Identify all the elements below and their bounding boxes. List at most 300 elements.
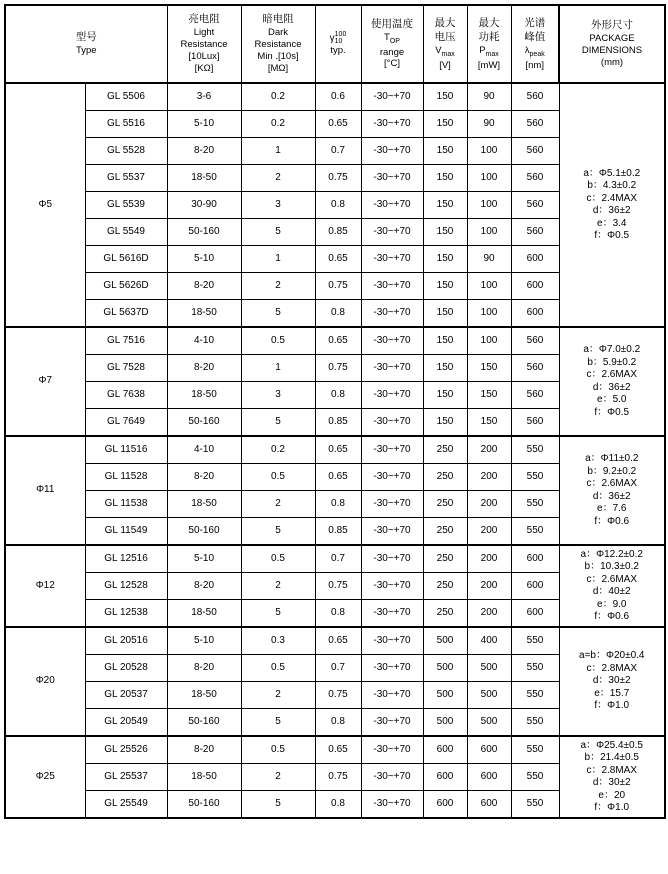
dimension-line: e：9.0 xyxy=(597,598,627,610)
header-type-cn: 型号 xyxy=(75,31,97,43)
cell-light-resistance: 4-10 xyxy=(167,436,241,464)
cell-pmax: 100 xyxy=(467,219,511,246)
cell-gamma: 0.75 xyxy=(315,573,361,600)
cell-type: GL 20528 xyxy=(85,655,167,682)
header-pmax-symbol xyxy=(468,45,511,60)
cell-gamma: 0.8 xyxy=(315,192,361,219)
cell-light-resistance: 5-10 xyxy=(167,627,241,655)
cell-peak-wavelength: 550 xyxy=(511,764,559,791)
cell-gamma: 0.75 xyxy=(315,355,361,382)
cell-peak-wavelength: 560 xyxy=(511,165,559,192)
cell-dark-resistance: 2 xyxy=(241,764,315,791)
cell-vmax: 150 xyxy=(423,111,467,138)
cell-light-resistance: 3-6 xyxy=(167,83,241,111)
table-row xyxy=(5,736,665,764)
cell-peak-wavelength: 560 xyxy=(511,382,559,409)
header-light-resistance xyxy=(167,5,241,83)
dimension-line: d：36±2 xyxy=(592,205,631,216)
cell-temperature: -30~+70 xyxy=(361,192,423,219)
cell-gamma: 0.85 xyxy=(315,409,361,437)
dimension-line: f：Φ1.0 xyxy=(594,802,630,813)
header-light-unit2: [KΩ] xyxy=(194,62,214,74)
cell-type: GL 12528 xyxy=(85,573,167,600)
cell-dark-resistance: 0.5 xyxy=(241,464,315,491)
table-row xyxy=(5,627,665,655)
cell-temperature: -30~+70 xyxy=(361,518,423,546)
header-light-en2: Resistance xyxy=(180,39,228,51)
dimension-line: b：5.9±0.2 xyxy=(587,356,637,368)
cell-vmax: 250 xyxy=(423,545,467,573)
dimension-line: b：21.4±0.5 xyxy=(584,752,639,763)
cell-peak-wavelength: 560 xyxy=(511,138,559,165)
cell-peak-wavelength: 550 xyxy=(511,436,559,464)
group-label: Φ20 xyxy=(5,627,85,736)
dimension-line: c：2.6MAX xyxy=(586,478,638,489)
cell-light-resistance: 18-50 xyxy=(167,165,241,192)
cell-temperature: -30~+70 xyxy=(361,545,423,573)
cell-vmax: 150 xyxy=(423,165,467,192)
cell-dark-resistance: 5 xyxy=(241,791,315,819)
cell-gamma: 0.7 xyxy=(315,545,361,573)
header-gamma-symbol: γ xyxy=(329,32,335,44)
cell-temperature: -30~+70 xyxy=(361,491,423,518)
cell-peak-wavelength: 550 xyxy=(511,682,559,709)
dimension-line: d：30±2 xyxy=(592,777,631,788)
cell-temperature: -30~+70 xyxy=(361,300,423,328)
package-dimensions xyxy=(559,627,665,736)
cell-light-resistance: 8-20 xyxy=(167,138,241,165)
table-row xyxy=(5,436,665,464)
cell-pmax: 90 xyxy=(467,83,511,111)
cell-peak-wavelength: 560 xyxy=(511,327,559,355)
cell-pmax: 200 xyxy=(467,436,511,464)
cell-peak-wavelength: 550 xyxy=(511,627,559,655)
dimension-line: d：36±2 xyxy=(592,381,631,393)
cell-pmax: 500 xyxy=(467,655,511,682)
cell-light-resistance: 8-20 xyxy=(167,273,241,300)
dimension-line: a：Φ5.1±0.2 xyxy=(583,167,641,179)
cell-dark-resistance: 5 xyxy=(241,300,315,328)
cell-temperature: -30~+70 xyxy=(361,464,423,491)
cell-vmax: 150 xyxy=(423,192,467,219)
cell-dark-resistance: 2 xyxy=(241,273,315,300)
cell-light-resistance: 50-160 xyxy=(167,518,241,546)
header-vmax-cn2: 电压 xyxy=(434,30,456,43)
dimension-line: a：Φ12.2±0.2 xyxy=(580,548,643,560)
cell-type: GL 5539 xyxy=(85,192,167,219)
header-peak-sub: peak xyxy=(529,50,545,58)
cell-vmax: 600 xyxy=(423,791,467,819)
header-peak-unit: [nm] xyxy=(525,59,544,71)
dimension-line: c：2.6MAX xyxy=(586,573,638,585)
header-gamma-sub: 10 xyxy=(334,38,343,46)
cell-pmax: 150 xyxy=(467,382,511,409)
cell-vmax: 250 xyxy=(423,518,467,546)
cell-vmax: 250 xyxy=(423,464,467,491)
cell-vmax: 500 xyxy=(423,682,467,709)
cell-peak-wavelength: 560 xyxy=(511,83,559,111)
package-dimensions xyxy=(559,436,665,545)
cell-gamma: 0.85 xyxy=(315,219,361,246)
cell-dark-resistance: 0.5 xyxy=(241,327,315,355)
cell-peak-wavelength: 550 xyxy=(511,518,559,546)
dimension-line: a=b：Φ20±0.4 xyxy=(579,650,645,662)
cell-light-resistance: 50-160 xyxy=(167,709,241,737)
cell-type: GL 7638 xyxy=(85,382,167,409)
cell-pmax: 200 xyxy=(467,573,511,600)
package-dimensions xyxy=(559,736,665,818)
cell-peak-wavelength: 560 xyxy=(511,111,559,138)
header-dark-en3: Min .[10s] xyxy=(257,51,299,63)
cell-dark-resistance: 5 xyxy=(241,709,315,737)
cell-pmax: 200 xyxy=(467,491,511,518)
cell-temperature: -30~+70 xyxy=(361,327,423,355)
cell-pmax: 100 xyxy=(467,300,511,328)
package-dimensions xyxy=(559,327,665,436)
cell-dark-resistance: 2 xyxy=(241,491,315,518)
dimension-line: b：10.3±0.2 xyxy=(584,561,639,572)
cell-type: GL 20516 xyxy=(85,627,167,655)
cell-gamma: 0.65 xyxy=(315,736,361,764)
cell-light-resistance: 18-50 xyxy=(167,491,241,518)
cell-vmax: 250 xyxy=(423,491,467,518)
dimension-line: f：Φ0.6 xyxy=(594,611,630,622)
cell-vmax: 500 xyxy=(423,709,467,737)
header-vmax-sym: V xyxy=(435,44,442,56)
cell-gamma: 0.8 xyxy=(315,300,361,328)
group-label: Φ7 xyxy=(5,327,85,436)
dimension-line: e：3.4 xyxy=(597,217,627,229)
cell-temperature: -30~+70 xyxy=(361,573,423,600)
cell-type: GL 5516 xyxy=(85,111,167,138)
cell-vmax: 250 xyxy=(423,600,467,628)
cell-type: GL 5637D xyxy=(85,300,167,328)
cell-pmax: 600 xyxy=(467,736,511,764)
cell-light-resistance: 5-10 xyxy=(167,545,241,573)
cell-light-resistance: 8-20 xyxy=(167,355,241,382)
cell-gamma: 0.8 xyxy=(315,600,361,628)
dimension-line: a：Φ7.0±0.2 xyxy=(583,344,641,355)
dimension-line: f：Φ0.6 xyxy=(594,515,630,527)
cell-pmax: 150 xyxy=(467,355,511,382)
cell-type: GL 5616D xyxy=(85,246,167,273)
cell-type: GL 11538 xyxy=(85,491,167,518)
cell-dark-resistance: 2 xyxy=(241,573,315,600)
header-temperature xyxy=(361,5,423,83)
cell-pmax: 500 xyxy=(467,709,511,737)
cell-temperature: -30~+70 xyxy=(361,736,423,764)
cell-gamma: 0.85 xyxy=(315,518,361,546)
cell-vmax: 150 xyxy=(423,273,467,300)
cell-type: GL 11516 xyxy=(85,436,167,464)
package-dimensions xyxy=(559,545,665,627)
cell-type: GL 11528 xyxy=(85,464,167,491)
cell-type: GL 7528 xyxy=(85,355,167,382)
cell-peak-wavelength: 560 xyxy=(511,219,559,246)
cell-vmax: 150 xyxy=(423,83,467,111)
cell-temperature: -30~+70 xyxy=(361,273,423,300)
cell-light-resistance: 4-10 xyxy=(167,327,241,355)
header-pmax-sym: P xyxy=(479,44,486,56)
cell-pmax: 100 xyxy=(467,327,511,355)
header-temp-unit: [°C] xyxy=(384,58,400,70)
header-gamma xyxy=(315,5,361,83)
header-type-en: Type xyxy=(75,45,97,57)
cell-type: GL 20549 xyxy=(85,709,167,737)
cell-light-resistance: 18-50 xyxy=(167,382,241,409)
header-dark-cn: 暗电阻 xyxy=(262,13,294,26)
cell-dark-resistance: 2 xyxy=(241,165,315,192)
cell-dark-resistance: 3 xyxy=(241,192,315,219)
cell-light-resistance: 8-20 xyxy=(167,573,241,600)
cell-type: GL 5506 xyxy=(85,83,167,111)
cell-temperature: -30~+70 xyxy=(361,355,423,382)
header-pmax-unit: [mW] xyxy=(477,59,501,71)
cell-pmax: 100 xyxy=(467,165,511,192)
cell-gamma: 0.8 xyxy=(315,791,361,819)
header-dims-en2: DIMENSIONS xyxy=(581,45,643,57)
cell-pmax: 200 xyxy=(467,600,511,628)
cell-gamma: 0.7 xyxy=(315,138,361,165)
cell-type: GL 20537 xyxy=(85,682,167,709)
dimension-line: e：15.7 xyxy=(594,687,630,699)
header-type xyxy=(5,5,167,83)
header-peak-wavelength xyxy=(511,5,559,83)
cell-peak-wavelength: 600 xyxy=(511,246,559,273)
cell-peak-wavelength: 560 xyxy=(511,355,559,382)
dimension-line: a：Φ25.4±0.5 xyxy=(580,739,643,751)
cell-light-resistance: 18-50 xyxy=(167,600,241,628)
cell-pmax: 200 xyxy=(467,518,511,546)
cell-vmax: 150 xyxy=(423,327,467,355)
cell-type: GL 25526 xyxy=(85,736,167,764)
cell-dark-resistance: 5 xyxy=(241,219,315,246)
cell-temperature: -30~+70 xyxy=(361,764,423,791)
cell-type: GL 5549 xyxy=(85,219,167,246)
cell-light-resistance: 50-160 xyxy=(167,791,241,819)
cell-type: GL 11549 xyxy=(85,518,167,546)
cell-dark-resistance: 1 xyxy=(241,355,315,382)
cell-light-resistance: 8-20 xyxy=(167,736,241,764)
cell-temperature: -30~+70 xyxy=(361,83,423,111)
cell-gamma: 0.7 xyxy=(315,655,361,682)
header-dims-unit: (mm) xyxy=(600,57,624,68)
header-temp-en: range xyxy=(379,46,405,58)
header-light-cn: 亮电阻 xyxy=(188,13,220,26)
header-vmax-symbol xyxy=(424,45,467,60)
cell-pmax: 400 xyxy=(467,627,511,655)
cell-dark-resistance: 0.5 xyxy=(241,545,315,573)
photoresistor-spec-table xyxy=(4,4,666,819)
cell-gamma: 0.75 xyxy=(315,764,361,791)
dimension-line: e：20 xyxy=(598,789,626,801)
cell-temperature: -30~+70 xyxy=(361,600,423,628)
cell-peak-wavelength: 550 xyxy=(511,491,559,518)
cell-type: GL 12516 xyxy=(85,545,167,573)
cell-peak-wavelength: 550 xyxy=(511,655,559,682)
cell-vmax: 150 xyxy=(423,409,467,437)
header-dark-resistance xyxy=(241,5,315,83)
cell-light-resistance: 5-10 xyxy=(167,111,241,138)
dimension-line: c：2.8MAX xyxy=(586,662,638,674)
cell-dark-resistance: 1 xyxy=(241,246,315,273)
cell-temperature: -30~+70 xyxy=(361,436,423,464)
cell-gamma: 0.65 xyxy=(315,627,361,655)
cell-dark-resistance: 5 xyxy=(241,518,315,546)
cell-peak-wavelength: 600 xyxy=(511,273,559,300)
cell-light-resistance: 5-10 xyxy=(167,246,241,273)
cell-temperature: -30~+70 xyxy=(361,165,423,192)
cell-peak-wavelength: 560 xyxy=(511,409,559,437)
cell-pmax: 200 xyxy=(467,464,511,491)
cell-vmax: 150 xyxy=(423,300,467,328)
header-gamma-note: typ. xyxy=(330,45,346,57)
cell-temperature: -30~+70 xyxy=(361,138,423,165)
cell-peak-wavelength: 600 xyxy=(511,600,559,628)
header-row xyxy=(5,5,665,83)
cell-pmax: 150 xyxy=(467,409,511,437)
dimension-line: d：30±2 xyxy=(592,675,631,687)
dimension-line: c：2.8MAX xyxy=(586,764,638,776)
cell-vmax: 150 xyxy=(423,138,467,165)
cell-vmax: 250 xyxy=(423,436,467,464)
dimension-line: e：5.0 xyxy=(597,394,627,405)
header-light-en1: Light xyxy=(193,27,215,39)
header-dimensions xyxy=(559,5,665,83)
table-header xyxy=(5,5,665,83)
cell-dark-resistance: 1 xyxy=(241,138,315,165)
cell-type: GL 5528 xyxy=(85,138,167,165)
cell-type: GL 25537 xyxy=(85,764,167,791)
cell-pmax: 90 xyxy=(467,111,511,138)
header-dims-en1: PACKAGE xyxy=(589,33,635,45)
cell-dark-resistance: 0.3 xyxy=(241,627,315,655)
dimension-line: d：40±2 xyxy=(592,586,631,597)
cell-temperature: -30~+70 xyxy=(361,709,423,737)
cell-dark-resistance: 5 xyxy=(241,409,315,437)
cell-dark-resistance: 5 xyxy=(241,600,315,628)
cell-type: GL 5537 xyxy=(85,165,167,192)
header-pmax-cn2: 功耗 xyxy=(478,30,500,43)
cell-gamma: 0.6 xyxy=(315,83,361,111)
cell-dark-resistance: 0.2 xyxy=(241,111,315,138)
cell-temperature: -30~+70 xyxy=(361,409,423,437)
cell-peak-wavelength: 550 xyxy=(511,709,559,737)
cell-pmax: 600 xyxy=(467,764,511,791)
dimension-line: c：2.6MAX xyxy=(586,369,638,380)
group-label: Φ12 xyxy=(5,545,85,627)
cell-gamma: 0.75 xyxy=(315,273,361,300)
cell-vmax: 150 xyxy=(423,219,467,246)
cell-gamma: 0.8 xyxy=(315,382,361,409)
header-vmax xyxy=(423,5,467,83)
cell-light-resistance: 30-90 xyxy=(167,192,241,219)
cell-vmax: 150 xyxy=(423,382,467,409)
cell-light-resistance: 8-20 xyxy=(167,464,241,491)
dimension-line: c：2.4MAX xyxy=(586,192,638,204)
cell-vmax: 150 xyxy=(423,355,467,382)
cell-gamma: 0.8 xyxy=(315,709,361,737)
group-label: Φ25 xyxy=(5,736,85,818)
group-label: Φ5 xyxy=(5,83,85,327)
cell-gamma: 0.75 xyxy=(315,165,361,192)
cell-peak-wavelength: 550 xyxy=(511,736,559,764)
cell-peak-wavelength: 550 xyxy=(511,464,559,491)
header-dims-cn: 外形尺寸 xyxy=(591,19,633,32)
cell-type: GL 7649 xyxy=(85,409,167,437)
cell-light-resistance: 50-160 xyxy=(167,219,241,246)
cell-gamma: 0.65 xyxy=(315,246,361,273)
table-body xyxy=(5,83,665,818)
dimension-line: e：7.6 xyxy=(597,503,627,514)
cell-vmax: 600 xyxy=(423,764,467,791)
cell-temperature: -30~+70 xyxy=(361,791,423,819)
cell-gamma: 0.65 xyxy=(315,436,361,464)
header-gamma-symbol-group xyxy=(330,31,347,46)
group-label: Φ11 xyxy=(5,436,85,545)
header-temp-symbol xyxy=(362,32,423,47)
cell-peak-wavelength: 600 xyxy=(511,300,559,328)
table-row xyxy=(5,327,665,355)
cell-dark-resistance: 2 xyxy=(241,682,315,709)
cell-gamma: 0.65 xyxy=(315,111,361,138)
cell-vmax: 600 xyxy=(423,736,467,764)
header-peak-sym: λ xyxy=(524,44,530,56)
cell-vmax: 250 xyxy=(423,573,467,600)
dimension-line: b：4.3±0.2 xyxy=(587,180,637,191)
header-temp-cn: 使用温度 xyxy=(371,17,413,30)
cell-peak-wavelength: 600 xyxy=(511,573,559,600)
cell-temperature: -30~+70 xyxy=(361,382,423,409)
cell-pmax: 100 xyxy=(467,192,511,219)
cell-dark-resistance: 0.5 xyxy=(241,736,315,764)
cell-pmax: 100 xyxy=(467,138,511,165)
header-temp-sub: OP xyxy=(389,37,400,45)
cell-gamma: 0.75 xyxy=(315,682,361,709)
cell-light-resistance: 18-50 xyxy=(167,300,241,328)
header-light-unit1: [10Lux] xyxy=(188,51,220,63)
cell-type: GL 5626D xyxy=(85,273,167,300)
cell-dark-resistance: 3 xyxy=(241,382,315,409)
cell-peak-wavelength: 560 xyxy=(511,192,559,219)
cell-temperature: -30~+70 xyxy=(361,682,423,709)
dimension-line: b：9.2±0.2 xyxy=(587,465,637,477)
cell-temperature: -30~+70 xyxy=(361,219,423,246)
header-pmax-cn1: 最大 xyxy=(478,16,500,29)
cell-peak-wavelength: 550 xyxy=(511,791,559,819)
cell-type: GL 7516 xyxy=(85,327,167,355)
header-dark-unit: [MΩ] xyxy=(267,62,289,74)
cell-gamma: 0.65 xyxy=(315,327,361,355)
cell-gamma: 0.65 xyxy=(315,464,361,491)
cell-vmax: 500 xyxy=(423,627,467,655)
header-gamma-sup: 100 xyxy=(334,30,347,38)
table-row xyxy=(5,83,665,111)
dimension-line: d：36±2 xyxy=(592,490,631,502)
header-peak-cn2: 峰值 xyxy=(524,30,546,43)
cell-type: GL 12538 xyxy=(85,600,167,628)
cell-dark-resistance: 0.2 xyxy=(241,436,315,464)
cell-pmax: 600 xyxy=(467,791,511,819)
cell-light-resistance: 8-20 xyxy=(167,655,241,682)
dimension-line: a：Φ11±0.2 xyxy=(585,453,639,464)
header-pmax xyxy=(467,5,511,83)
cell-pmax: 100 xyxy=(467,273,511,300)
header-peak-symbol xyxy=(512,45,559,60)
header-vmax-cn1: 最大 xyxy=(434,16,456,29)
dimension-line: f：Φ1.0 xyxy=(594,700,630,712)
cell-temperature: -30~+70 xyxy=(361,655,423,682)
